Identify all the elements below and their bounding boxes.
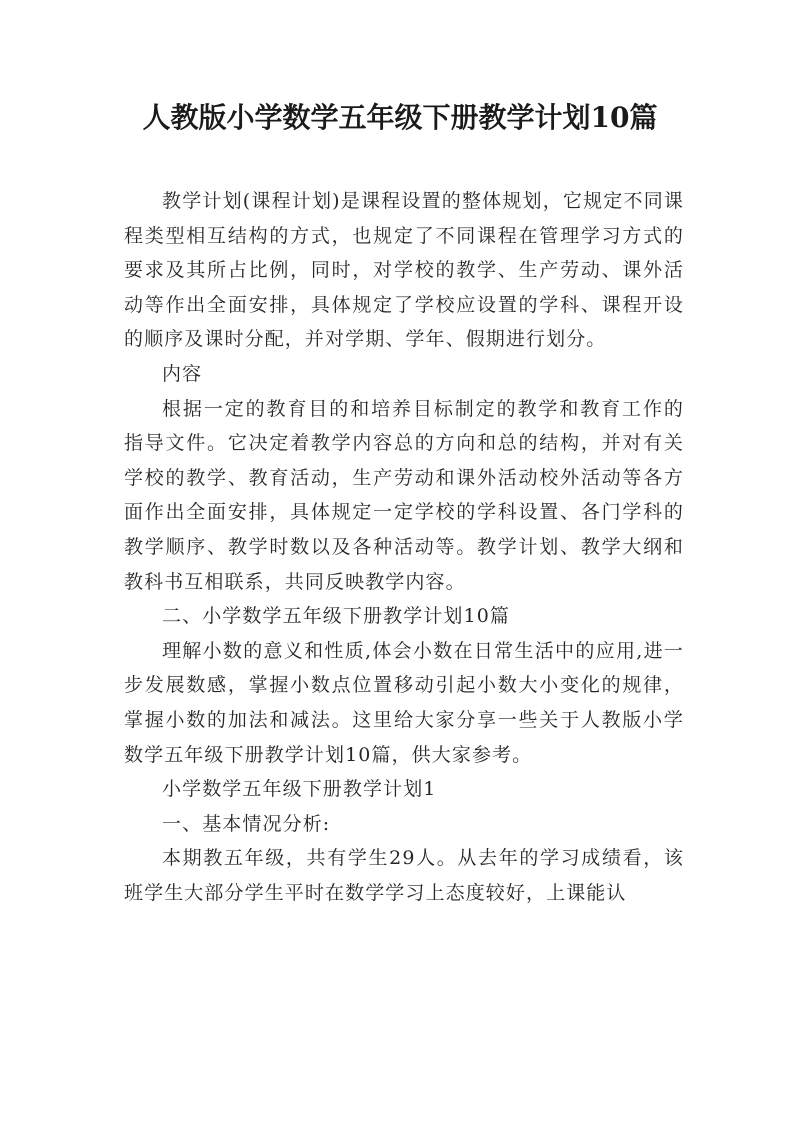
document-body [124,184,684,910]
document-title: 人教版小学数学五年级下册教学计划10篇 [142,101,658,134]
paragraph-intro: 教学计划(课程计划)是课程设置的整体规划，它规定不同课程类型相互结构的方式，也规定了不同课程在管理学习方式的要求及其所占比例，同时，对学校的教学、生产劳动、课外活动等作出全面安排，具体规定了学校应设置的学科、课程开设的顺序及课时分配，并对学期、学年、假期进行划分。 [124,190,684,351]
paragraph-overview: 理解小数的意义和性质,体会小数在日常生活中的应用,进一步发展数感，掌握小数点位置移动引起小数大小变化的规律，掌握小数的加法和减法。这里给大家分享一些关于人教版小学数学五年级下册教学计划10篇，供大家参考。 [124,639,684,766]
paragraph-plan-title: 小学数学五年级下册教学计划1 [162,778,437,801]
paragraph-content: 根据一定的教育目的和培养目标制定的教学和教育工作的指导文件。它决定着教学内容总的方向和总的结构，并对有关学校的教学、教育活动，生产劳动和课外活动校外活动等各方面作出全面安排，具体规定一定学校的学科设置、各门学科的教学顺序、教学时数以及各种活动等。教学计划、教学大纲和教科书互相联系，共同反映教学内容。 [124,397,684,593]
paragraph-subheading: 一、基本情况分析: [162,812,331,835]
paragraph-heading-content: 内容 [162,362,203,385]
paragraph-section-heading: 二、小学数学五年级下册教学计划10篇 [162,605,510,628]
paragraph-analysis: 本期教五年级，共有学生29人。从去年的学习成绩看，该班学生大部分学生平时在数学学习上态度较好，上课能认 [124,847,684,904]
